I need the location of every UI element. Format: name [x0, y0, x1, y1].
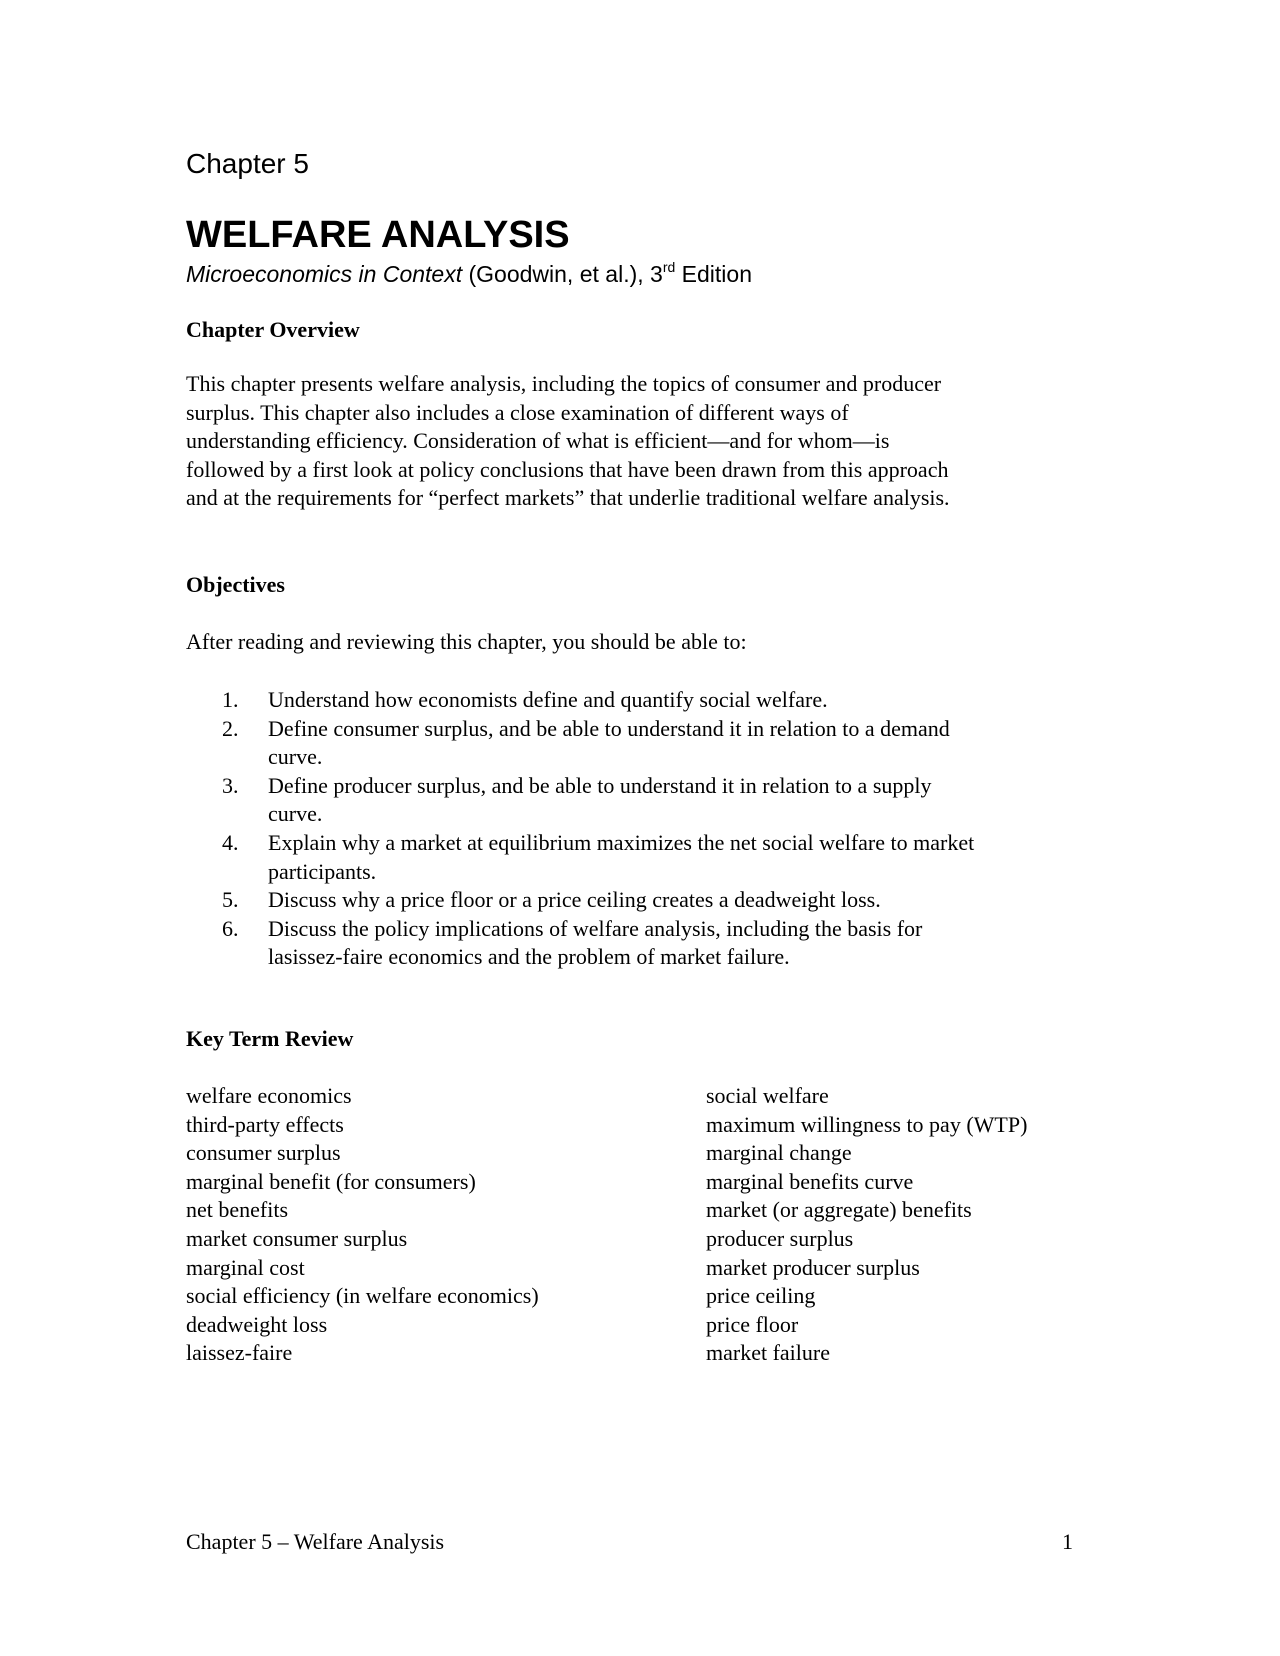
edition-superscript: rd	[662, 259, 676, 275]
list-item-line: Explain why a market at equilibrium maximizes the net social welfare to market	[268, 829, 975, 855]
key-term: market failure	[706, 1340, 830, 1366]
key-term: price ceiling	[706, 1283, 816, 1309]
list-item-line: Discuss the policy implications of welfare analysis, including the basis for	[268, 915, 923, 941]
overview-heading: Chapter Overview	[186, 317, 360, 342]
key-term: net benefits	[186, 1197, 289, 1223]
list-item-text	[268, 715, 1086, 772]
key-term: consumer surplus	[186, 1140, 341, 1166]
list-item-line: curve.	[268, 744, 323, 770]
objectives-intro-text: After reading and reviewing this chapter, you should be able to:	[186, 629, 747, 654]
edition-suffix: Edition	[675, 261, 752, 287]
document-subtitle	[186, 259, 752, 289]
overview-paragraph	[186, 370, 1066, 513]
list-item-number: 4.	[222, 829, 239, 855]
overview-line: and at the requirements for “perfect markets” that underlie traditional welfare analysis.	[186, 485, 950, 511]
book-authors: (Goodwin, et al.), 3	[462, 261, 663, 287]
list-item-line: Define consumer surplus, and be able to understand it in relation to a demand	[268, 715, 950, 741]
document-title: WELFARE ANALYSIS	[186, 214, 570, 256]
key-terms-right-column	[706, 1082, 1027, 1368]
list-item-line: curve.	[268, 801, 323, 827]
key-term: social efficiency (in welfare economics)	[186, 1283, 539, 1309]
key-term: marginal change	[706, 1140, 852, 1166]
list-item-number: 2.	[222, 715, 239, 741]
book-title: Microeconomics in Context	[186, 261, 463, 287]
list-item	[186, 686, 1086, 715]
list-item-text	[268, 829, 1086, 886]
key-term: market consumer surplus	[186, 1225, 408, 1251]
page-footer-title: Chapter 5 – Welfare Analysis	[186, 1529, 445, 1554]
key-term: deadweight loss	[186, 1311, 328, 1337]
list-item-number: 5.	[222, 887, 239, 913]
list-item	[186, 772, 1086, 829]
list-item-text	[268, 886, 1086, 915]
overview-line: followed by a first look at policy conclusions that have been drawn from this approach	[186, 456, 949, 482]
overview-line: surplus. This chapter also includes a close examination of different ways of	[186, 399, 849, 425]
key-terms-left-column	[186, 1082, 539, 1368]
list-item-text	[268, 772, 1086, 829]
list-item	[186, 915, 1086, 972]
key-term: market producer surplus	[706, 1254, 920, 1280]
key-term: laissez-faire	[186, 1340, 293, 1366]
page-number: 1	[1062, 1529, 1073, 1554]
key-term: marginal benefits curve	[706, 1168, 914, 1194]
key-term: producer surplus	[706, 1225, 854, 1251]
key-term: social welfare	[706, 1083, 829, 1108]
key-term: marginal benefit (for consumers)	[186, 1168, 476, 1194]
objectives-list	[186, 686, 1086, 972]
objectives-intro	[186, 628, 1066, 657]
list-item-line: Define producer surplus, and be able to understand it in relation to a supply	[268, 772, 932, 798]
list-item	[186, 715, 1086, 772]
overview-line: This chapter presents welfare analysis, including the topics of consumer and producer	[186, 371, 942, 396]
chapter-label: Chapter 5	[186, 148, 309, 179]
list-item-line: participants.	[268, 858, 377, 884]
key-term: market (or aggregate) benefits	[706, 1197, 972, 1223]
key-term: maximum willingness to pay (WTP)	[706, 1111, 1028, 1137]
overview-line: understanding efficiency. Consideration of what is efficient—and for whom—is	[186, 428, 890, 454]
list-item-text	[268, 915, 1086, 972]
list-item-number: 1.	[222, 687, 239, 712]
key-term: third-party effects	[186, 1111, 344, 1137]
key-term: marginal cost	[186, 1254, 305, 1280]
list-item	[186, 886, 1086, 915]
list-item-number: 3.	[222, 772, 239, 798]
list-item-line: Discuss why a price floor or a price ceiling creates a deadweight loss.	[268, 887, 881, 913]
objectives-heading: Objectives	[186, 572, 285, 597]
list-item	[186, 829, 1086, 886]
key-term: welfare economics	[186, 1083, 352, 1108]
list-item-text	[268, 686, 1086, 715]
list-item-line: lasissez-faire economics and the problem of market failure.	[268, 944, 790, 970]
key-terms-heading: Key Term Review	[186, 1026, 354, 1051]
list-item-line: Understand how economists define and quantify social welfare.	[268, 687, 828, 712]
list-item-number: 6.	[222, 915, 239, 941]
key-term: price floor	[706, 1311, 799, 1337]
